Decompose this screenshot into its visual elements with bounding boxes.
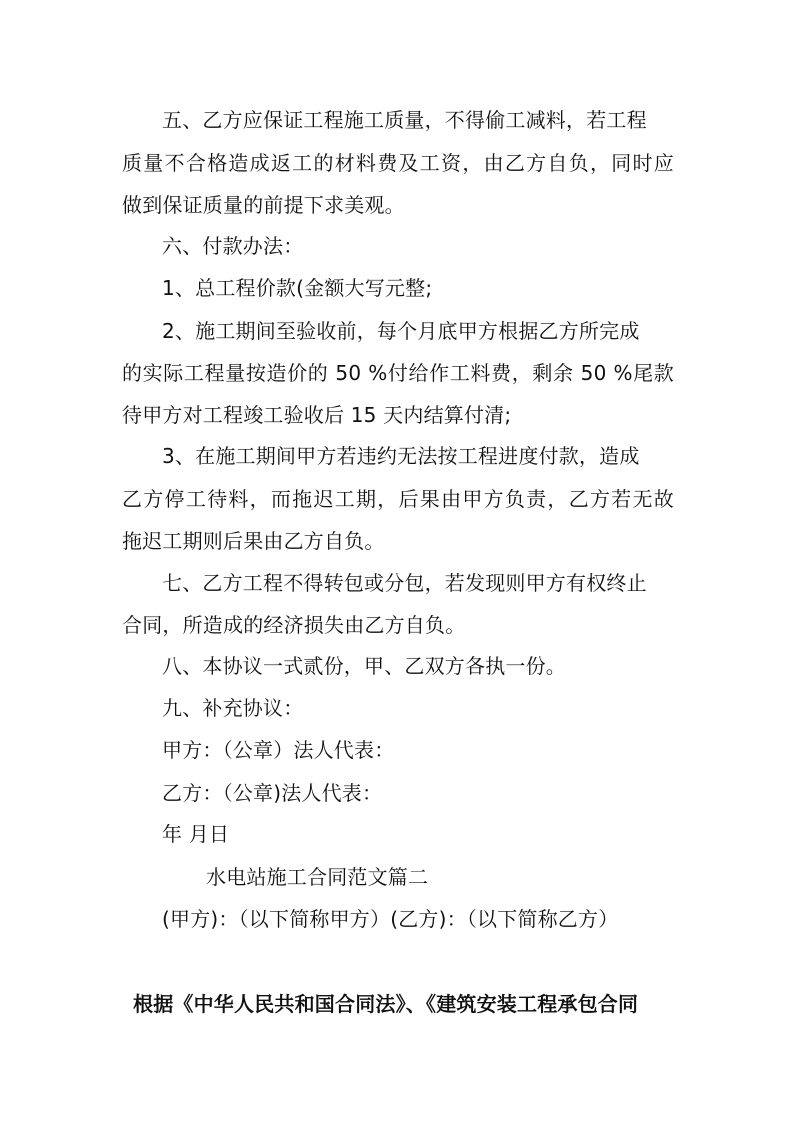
clause-six-heading: 六、付款办法： — [162, 234, 304, 258]
parties-line: (甲方)：（以下简称甲方）(乙方)：（以下简称乙方） — [162, 907, 619, 931]
clause-five-line-1: 五、乙方应保证工程施工质量，不得偷工减料，若工程 — [162, 108, 647, 132]
section-title: 水电站施工合同范文篇二 — [206, 865, 429, 889]
law-reference-line: 根据《中华人民共和国合同法》、《建筑安装工程承包合同 — [133, 992, 639, 1016]
clause-eight: 八、本协议一式贰份，甲、乙双方各执一份。 — [162, 654, 566, 678]
payment-item-2-line-3: 待甲方对工程竣工验收后 15 天内结算付清; — [122, 403, 512, 427]
date-line: 年 月日 — [162, 822, 230, 846]
payment-item-3-line-3: 拖迟工期则后果由乙方自负。 — [122, 529, 385, 553]
clause-five-line-3: 做到保证质量的前提下求美观。 — [122, 193, 405, 217]
party-a-signature-line: 甲方：（公章）法人代表： — [162, 738, 395, 762]
clause-five-line-2: 质量不合格造成返工的材料费及工资，由乙方自负，同时应 — [122, 151, 674, 175]
clause-nine: 九、补充协议： — [162, 696, 304, 720]
payment-item-1: 1、总工程价款(金额大写元整; — [162, 276, 433, 300]
payment-item-2-line-2: 的实际工程量按造价的 50 %付给作工料费，剩余 50 %尾款 — [122, 361, 674, 385]
party-b-signature-line: 乙方：（公章)法人代表： — [162, 781, 383, 805]
clause-seven-line-2: 合同，所造成的经济损失由乙方自负。 — [122, 613, 466, 637]
clause-seven-line-1: 七、乙方工程不得转包或分包，若发现则甲方有权终止 — [162, 571, 647, 595]
payment-item-3-line-1: 3、在施工期间甲方若违约无法按工程进度付款，造成 — [162, 444, 640, 468]
payment-item-3-line-2: 乙方停工待料，而拖迟工期，后果由甲方负责，乙方若无故 — [122, 487, 674, 511]
payment-item-2-line-1: 2、施工期间至验收前，每个月底甲方根据乙方所完成 — [162, 319, 640, 343]
